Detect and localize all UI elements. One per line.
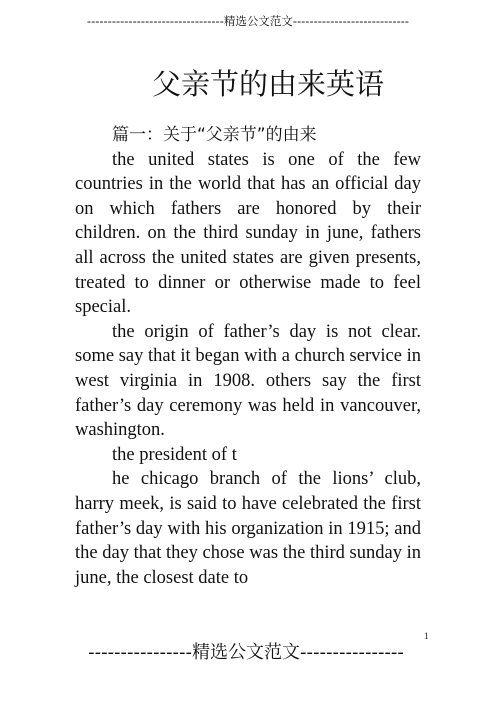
page-header: ---------------------------------精选公文范文---------------------------- xyxy=(86,14,410,28)
paragraph-3: the president of t xyxy=(112,444,237,465)
paragraph-4: he chicago branch of the lions’ club, harry meek, is said to have celebrated the first father’s day with his organization in 1915; and the day that they chose was the third sunday in june, the closest date to xyxy=(75,469,421,588)
paragraph-1: the united states is one of the few countries in the world that has an official day on which fathers are honored by their children. on the third sunday in june, fathers all across the united states are given presents, treated to dinner or otherwise made to feel special. xyxy=(75,149,421,318)
document-body xyxy=(75,123,421,590)
document-title: 父亲节的由来英语 xyxy=(151,67,384,101)
page-number: 1 xyxy=(424,631,429,641)
paragraph-2: the origin of father’s day is not clear. some say that it began with a church service in west virginia in 1908. others say the first father’s day ceremony was held in vancouver, washington. xyxy=(75,321,421,441)
section-heading: 篇一：关于“父亲节”的由来 xyxy=(112,125,317,145)
page-footer: ----------------精选公文范文---------------- xyxy=(88,642,404,663)
